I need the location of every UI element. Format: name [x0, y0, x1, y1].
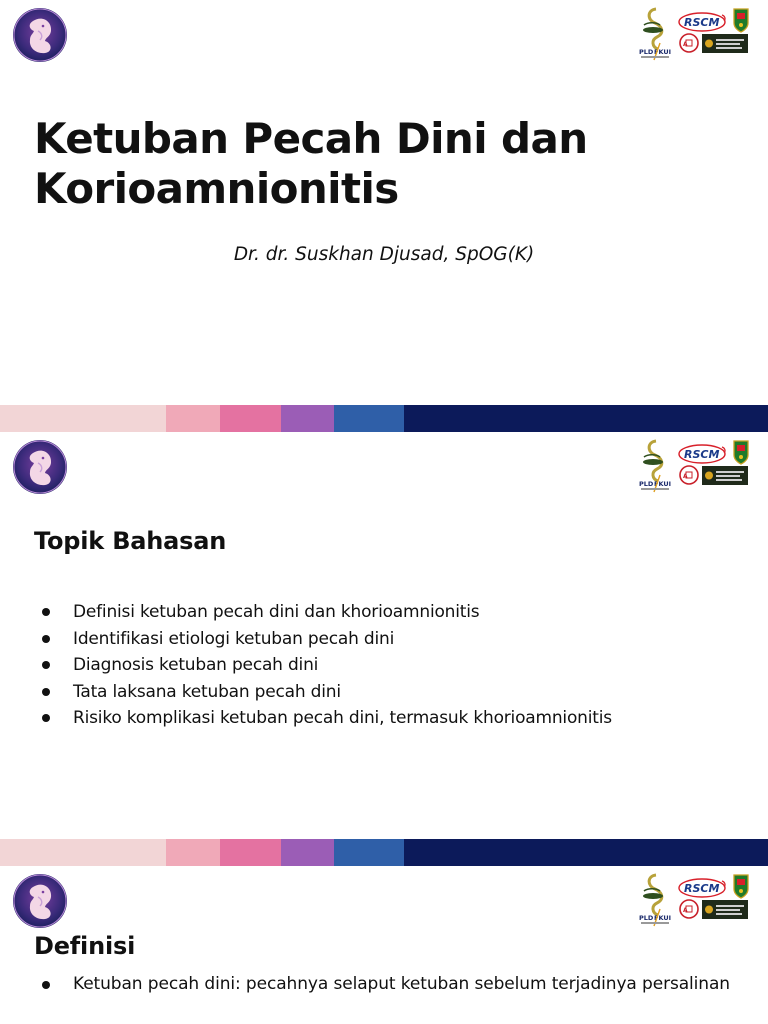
topics-list [0, 599, 612, 732]
list-item [0, 679, 612, 706]
stripe-segment [220, 839, 281, 866]
list-item-text: Definisi ketuban pecah dini dan khorioamnionitis [73, 602, 480, 622]
stripe-segment [281, 405, 334, 432]
list-item-text: Diagnosis ketuban pecah dini [73, 655, 319, 676]
stripe-segment [404, 405, 768, 432]
stripe-segment [166, 405, 220, 432]
stripe-segment [334, 405, 404, 432]
title-line-2: Korioamnionitis [34, 164, 399, 213]
stripe-segment [0, 839, 166, 866]
presentation-title [34, 114, 588, 214]
topics-heading: Topik Bahasan [34, 527, 227, 555]
stripe-segment [166, 839, 220, 866]
list-item-text: Identifikasi etiologi ketuban pecah dini [73, 628, 395, 649]
stripe-segment [220, 405, 281, 432]
fetus-logo-icon [12, 439, 68, 495]
list-item [0, 599, 612, 626]
list-item [0, 626, 612, 653]
stripe-segment [334, 839, 404, 866]
definition-slide [0, 866, 768, 1024]
list-item-text: Tata laksana ketuban pecah dini [73, 681, 341, 702]
bullet-icon [42, 981, 50, 989]
list-item [0, 705, 612, 732]
fetus-logo-icon [12, 873, 68, 929]
title-line-1: Ketuban Pecah Dini dan [34, 114, 588, 163]
bullet-icon [42, 661, 50, 669]
author-name: Dr. dr. Suskhan Djusad, SpOG(K) [233, 244, 535, 265]
color-stripe [0, 405, 768, 432]
bullet-icon [42, 688, 50, 696]
bullet-icon [42, 635, 50, 643]
definition-text: Ketuban pecah dini: pecahnya selaput ketuban sebelum terjadinya persalinan [73, 974, 730, 994]
color-stripe [0, 839, 768, 866]
definition-heading: Definisi [34, 932, 136, 960]
list-item-text: Risiko komplikasi ketuban pecah dini, termasuk khorioamnionitis [73, 708, 612, 729]
topics-slide [0, 432, 768, 866]
list-item [0, 652, 612, 679]
stripe-segment [404, 839, 768, 866]
bullet-icon [42, 608, 50, 616]
institution-logos-icon [636, 871, 752, 927]
institution-logos-icon [636, 437, 752, 493]
stripe-segment [281, 839, 334, 866]
title-slide [0, 0, 768, 432]
stripe-segment [0, 405, 166, 432]
institution-logos-icon [636, 5, 752, 61]
bullet-icon [42, 714, 50, 722]
fetus-logo-icon [12, 7, 68, 63]
